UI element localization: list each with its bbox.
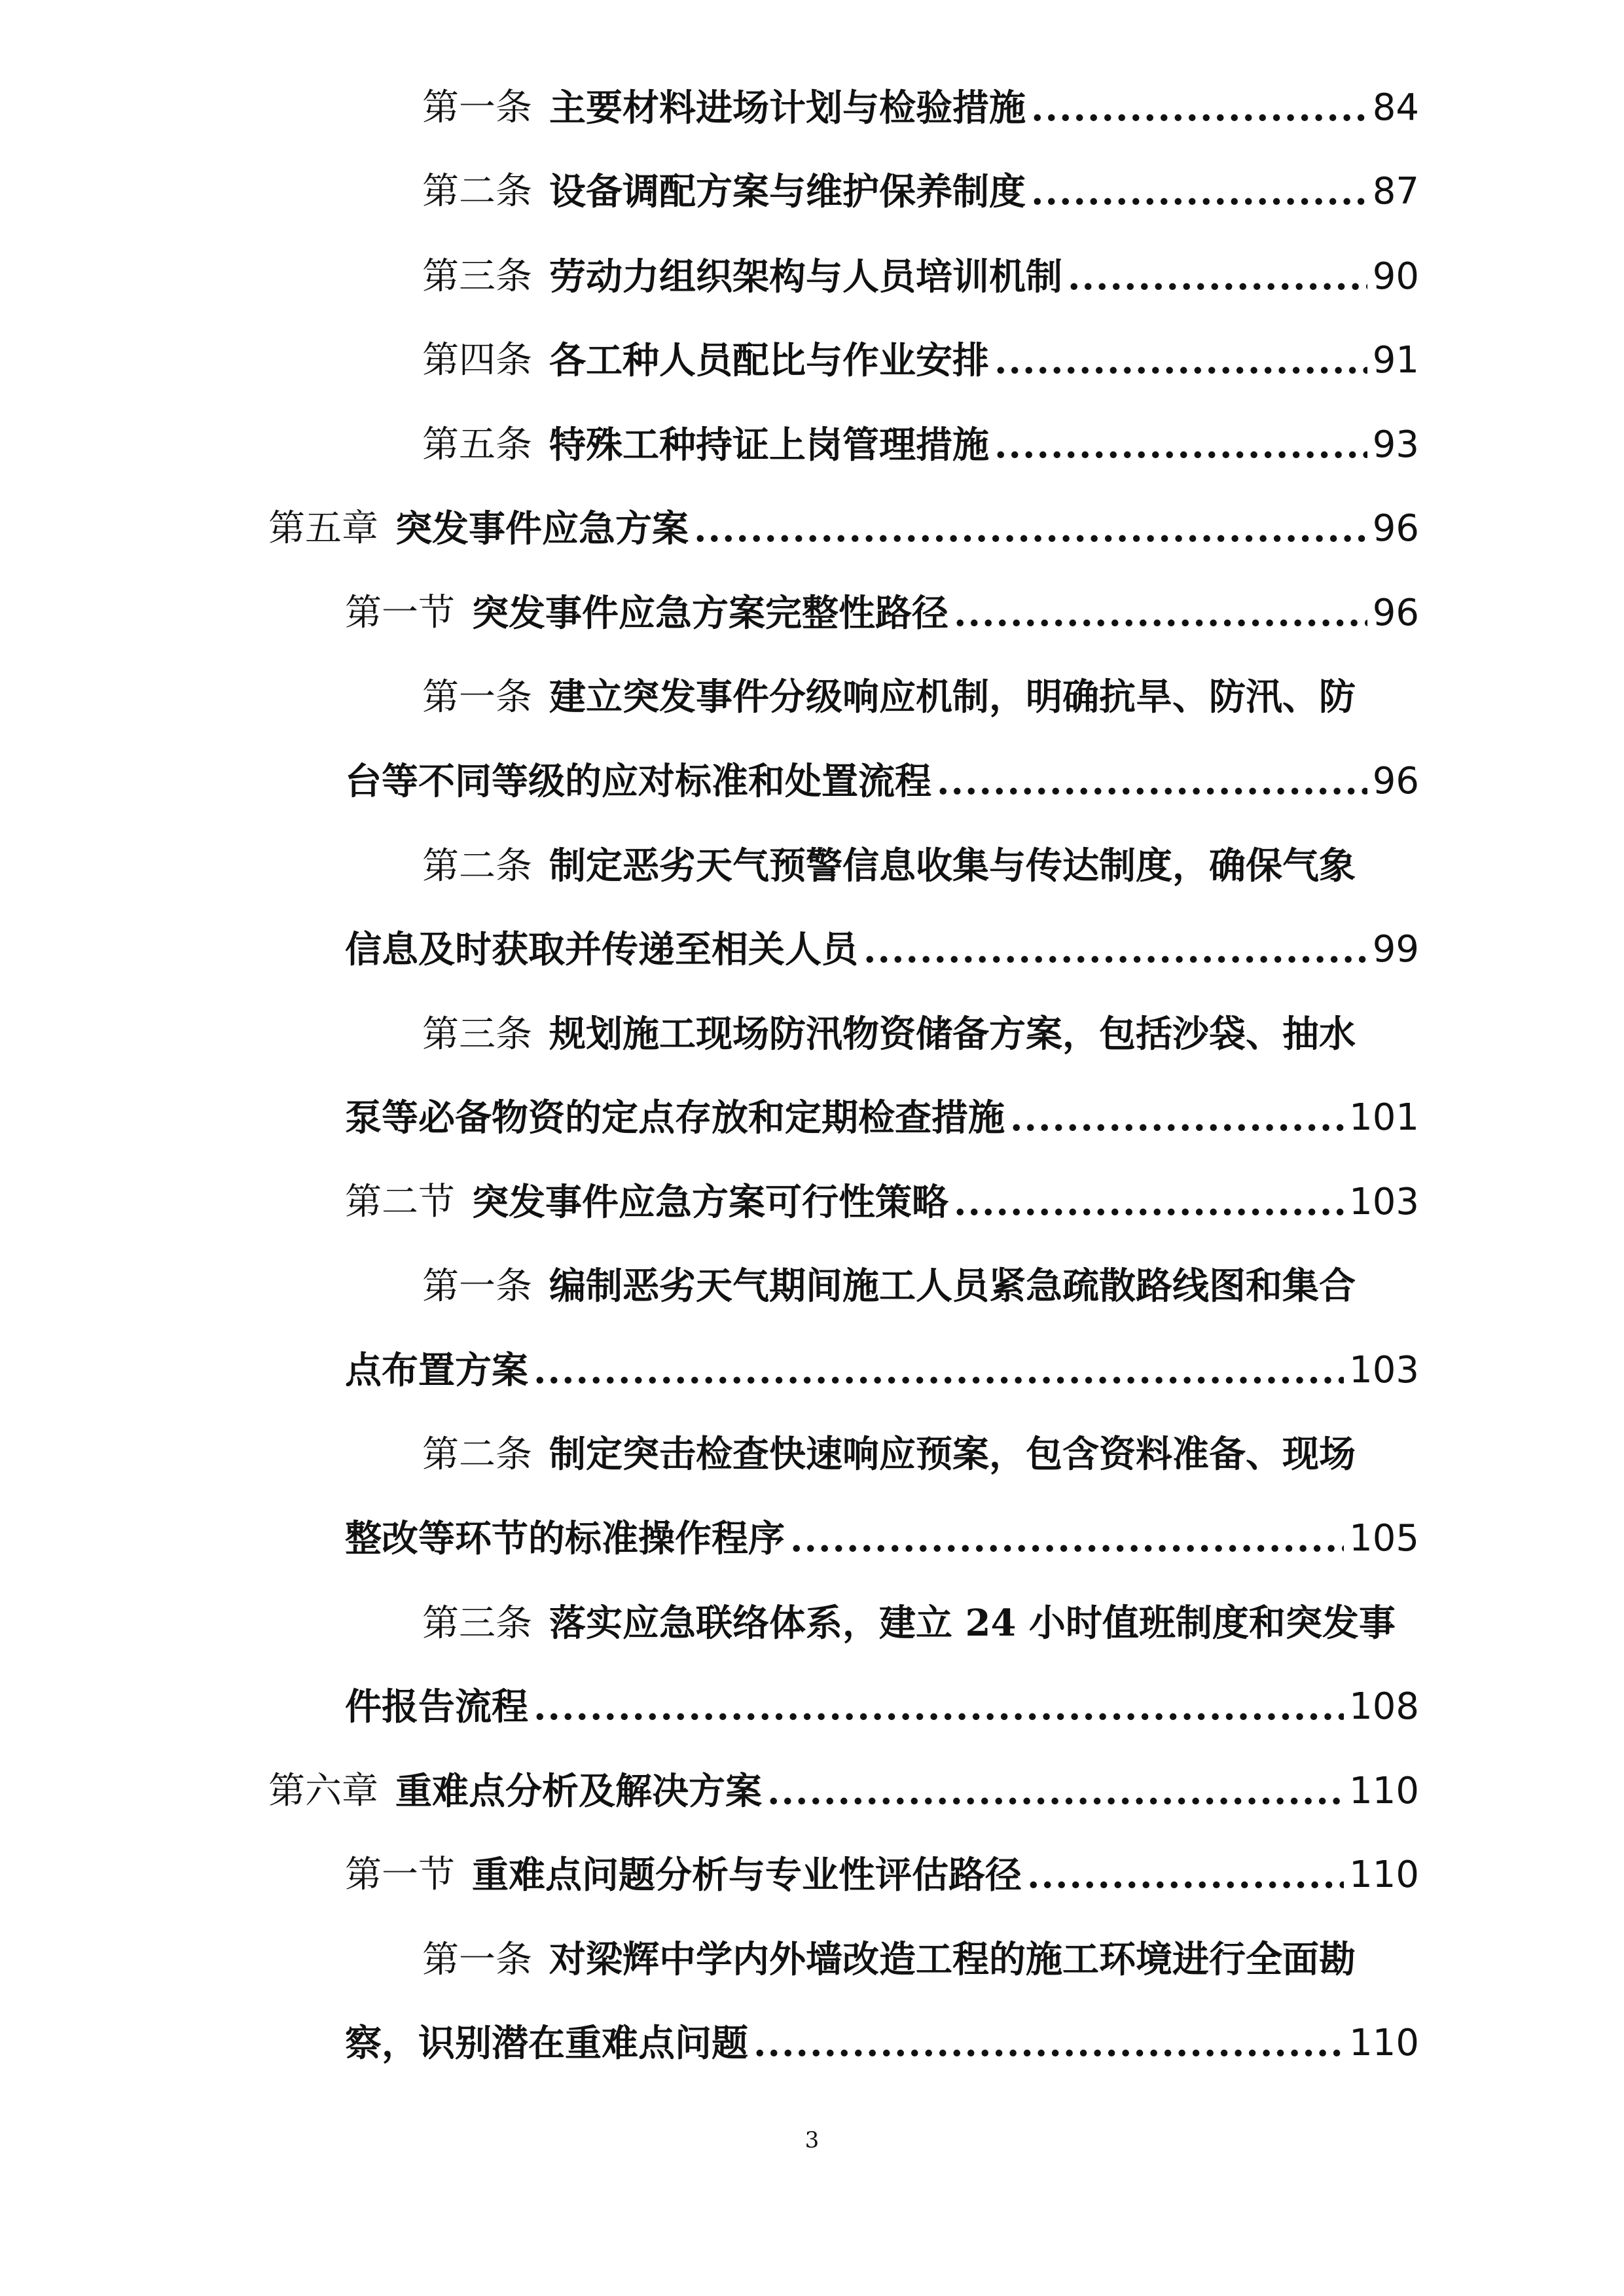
toc-page-number: 103 bbox=[1349, 1181, 1419, 1223]
dot-leader bbox=[790, 1513, 1344, 1565]
dot-leader bbox=[994, 419, 1367, 471]
toc-page-number: 84 bbox=[1372, 86, 1419, 129]
dot-leader bbox=[954, 587, 1367, 639]
toc-prefix: 第一条 bbox=[422, 676, 532, 719]
toc-entry-continuation[interactable] bbox=[345, 1513, 1419, 1565]
toc-page-number: 110 bbox=[1349, 2022, 1419, 2064]
toc-prefix: 第二节 bbox=[345, 1181, 455, 1223]
toc-title-line1: 制定突击检查快速响应预案，包含资料准备、现场 bbox=[549, 1433, 1356, 1476]
toc-prefix: 第三条 bbox=[422, 1013, 532, 1056]
dot-leader bbox=[994, 334, 1367, 387]
toc-prefix: 第三条 bbox=[422, 1602, 532, 1645]
dot-leader bbox=[694, 503, 1367, 555]
dot-leader bbox=[954, 1176, 1344, 1229]
toc-page-number: 90 bbox=[1372, 255, 1419, 298]
toc-page-number: 87 bbox=[1372, 170, 1419, 213]
toc-prefix: 第六章 bbox=[268, 1770, 378, 1812]
toc-title: 特殊工种持证上岗管理措施 bbox=[549, 423, 989, 467]
toc-entry-continuation[interactable] bbox=[345, 924, 1419, 976]
toc-title: 突发事件应急方案可行性策略 bbox=[472, 1181, 948, 1224]
toc-section-entry[interactable] bbox=[345, 1176, 1419, 1229]
dot-leader bbox=[767, 1765, 1344, 1818]
toc-entry-first-line[interactable] bbox=[422, 1008, 1419, 1060]
toc-page-number: 96 bbox=[1372, 507, 1419, 550]
toc-title: 重难点分析及解决方案 bbox=[395, 1770, 762, 1813]
toc-entry-first-line[interactable] bbox=[422, 1260, 1419, 1312]
toc-prefix: 第一条 bbox=[422, 86, 532, 129]
toc-title-line2: 台等不同等级的应对标准和处置流程 bbox=[345, 760, 931, 803]
dot-leader bbox=[753, 2017, 1344, 2070]
toc-title: 劳动力组织架构与人员培训机制 bbox=[549, 255, 1062, 298]
toc-page-number: 108 bbox=[1349, 1685, 1419, 1728]
toc-page-number: 96 bbox=[1372, 592, 1419, 634]
toc-title: 突发事件应急方案完整性路径 bbox=[472, 592, 948, 635]
toc-prefix: 第四条 bbox=[422, 339, 532, 382]
toc-page-number: 96 bbox=[1372, 760, 1419, 802]
toc-title-line1: 建立突发事件分级响应机制，明确抗旱、防汛、防 bbox=[549, 675, 1356, 719]
toc-entry[interactable] bbox=[422, 82, 1419, 134]
toc-prefix: 第二条 bbox=[422, 170, 532, 213]
toc-prefix: 第二条 bbox=[422, 1433, 532, 1476]
toc-entry-first-line[interactable] bbox=[422, 671, 1419, 723]
toc-title-line1: 编制恶劣天气期间施工人员紧急疏散路线图和集合 bbox=[549, 1265, 1356, 1308]
toc-entry-first-line[interactable] bbox=[422, 1428, 1419, 1480]
toc-section-entry[interactable] bbox=[345, 587, 1419, 639]
toc-prefix: 第五条 bbox=[422, 423, 532, 466]
dot-leader bbox=[533, 1681, 1344, 1733]
toc-page-number: 103 bbox=[1349, 1349, 1419, 1391]
toc-section-entry[interactable] bbox=[345, 1849, 1419, 1901]
toc-title: 设备调配方案与维护保养制度 bbox=[549, 170, 1026, 213]
dot-leader bbox=[1031, 82, 1367, 134]
toc-title: 重难点问题分析与专业性评估路径 bbox=[472, 1854, 1022, 1897]
toc-entry-first-line[interactable] bbox=[422, 840, 1419, 892]
dot-leader bbox=[1031, 166, 1367, 218]
toc-title-line1: 对梁辉中学内外墙改造工程的施工环境进行全面勘 bbox=[549, 1938, 1356, 1981]
toc-title-line2: 点布置方案 bbox=[345, 1349, 528, 1392]
toc-entry[interactable] bbox=[422, 419, 1419, 471]
toc-prefix: 第一条 bbox=[422, 1939, 532, 1981]
toc-entry-first-line[interactable] bbox=[422, 1933, 1419, 1986]
page-footer-number: 3 bbox=[804, 2127, 820, 2153]
toc-title-line2: 件报告流程 bbox=[345, 1685, 528, 1729]
toc-page-number: 110 bbox=[1349, 1854, 1419, 1896]
toc-prefix: 第五章 bbox=[268, 507, 378, 550]
toc-prefix: 第二条 bbox=[422, 845, 532, 888]
dot-leader bbox=[1010, 1092, 1344, 1144]
toc-prefix: 第一条 bbox=[422, 1265, 532, 1308]
toc-page-number: 101 bbox=[1349, 1096, 1419, 1139]
toc-title-line1: 制定恶劣天气预警信息收集与传达制度，确保气象 bbox=[549, 844, 1356, 888]
toc-title-line2: 泵等必备物资的定点存放和定期检查措施 bbox=[345, 1096, 1005, 1139]
toc-entry-continuation[interactable] bbox=[345, 2017, 1419, 2070]
toc-entry-continuation[interactable] bbox=[345, 755, 1419, 808]
toc-entry-continuation[interactable] bbox=[345, 1092, 1419, 1144]
toc-entry-continuation[interactable] bbox=[345, 1681, 1419, 1733]
toc-title: 各工种人员配比与作业安排 bbox=[549, 339, 989, 382]
toc-page-number: 93 bbox=[1372, 423, 1419, 466]
dot-leader bbox=[937, 755, 1367, 808]
dot-leader bbox=[1068, 251, 1367, 303]
toc-prefix: 第一节 bbox=[345, 592, 455, 634]
toc-entry-continuation[interactable] bbox=[345, 1344, 1419, 1397]
dot-leader bbox=[533, 1344, 1344, 1397]
toc-title-line2: 信息及时获取并传递至相关人员 bbox=[345, 928, 858, 971]
toc-entry[interactable] bbox=[422, 166, 1419, 218]
toc-title: 突发事件应急方案 bbox=[395, 507, 689, 550]
toc-title-line2: 察，识别潜在重难点问题 bbox=[345, 2022, 748, 2065]
toc-prefix: 第三条 bbox=[422, 255, 532, 298]
toc-title-line1: 规划施工现场防汛物资储备方案，包括沙袋、抽水 bbox=[549, 1013, 1356, 1056]
dot-leader bbox=[863, 924, 1367, 976]
toc-title-line2: 整改等环节的标准操作程序 bbox=[345, 1517, 785, 1560]
toc-entry[interactable] bbox=[422, 251, 1419, 303]
toc-entry-first-line[interactable] bbox=[422, 1597, 1419, 1649]
toc-chapter-entry[interactable] bbox=[268, 503, 1419, 555]
toc-page-number: 91 bbox=[1372, 339, 1419, 382]
toc-page-number: 99 bbox=[1372, 928, 1419, 971]
toc-entry[interactable] bbox=[422, 334, 1419, 387]
toc-title: 主要材料进场计划与检验措施 bbox=[549, 86, 1026, 130]
dot-leader bbox=[1027, 1849, 1344, 1901]
toc-page-number: 110 bbox=[1349, 1770, 1419, 1812]
toc-page-number: 105 bbox=[1349, 1517, 1419, 1560]
toc-title-line1: 落实应急联络体系，建立 24 小时值班制度和突发事 bbox=[549, 1602, 1396, 1645]
toc-prefix: 第一节 bbox=[345, 1854, 455, 1896]
toc-chapter-entry[interactable] bbox=[268, 1765, 1419, 1818]
